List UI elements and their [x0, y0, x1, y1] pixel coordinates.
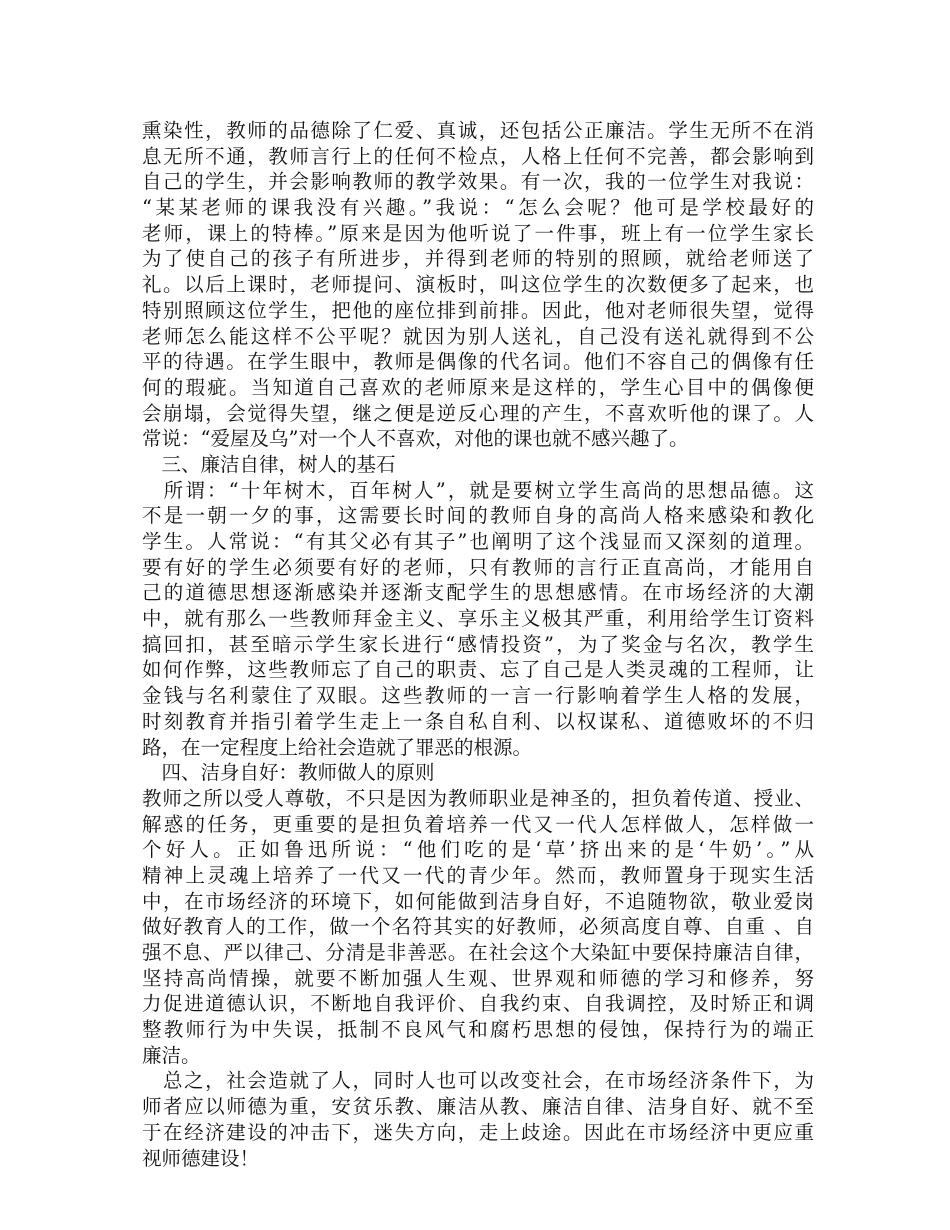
paragraph-end-line: 路，在一定程度上给社会造就了罪恶的根源。 [142, 735, 533, 759]
text-line: 老师，课上的特棒。”原来是因为他听说了一件事，班上有一位学生家长 [142, 221, 814, 245]
text-line: 精神上灵魂上培养了一代又一代的青少年。然而，教师置身于现实生活 [142, 863, 814, 887]
text-line: 己的道德思想逐渐感染并逐渐支配学生的思想感情。在市场经济的大潮 [142, 581, 814, 605]
text-line: 何的瑕疵。当知道自己喜欢的老师原来是这样的，学生心目中的偶像便 [142, 375, 814, 399]
text-line: 教师之所以受人尊敬，不只是因为教师职业是神圣的，担负着传道、授业、 [142, 786, 814, 810]
text-line: 会崩塌，会觉得失望，继之便是逆反心理的产生，不喜欢听他的课了。人 [142, 401, 814, 425]
text-line: 为了使自己的孩子有所进步，并得到老师的特别的照顾，就给老师送了 [142, 247, 814, 271]
text-line: 不是一朝一夕的事，这需要长时间的教师自身的高尚人格来感染和教化 [142, 504, 814, 528]
text-line: 于在经济建设的冲击下，迷失方向，走上歧途。因此在市场经济中更应重 [142, 1120, 814, 1144]
text-line: 如何作弊，这些教师忘了自己的职责、忘了自己是人类灵魂的工程师，让 [142, 658, 814, 682]
text-line: 中，在市场经济的环境下，如何能做到洁身自好，不追随物欲，敬业爱岗 [142, 889, 814, 913]
text-line: 搞回扣，甚至暗示学生家长进行“感情投资”，为了奖金与名次，教学生 [142, 632, 814, 656]
text-line: “某某老师的课我没有兴趣。”我说：“怎么会呢？他可是学校最好的 [142, 196, 814, 220]
text-line: 坚持高尚情操，就要不断加强人生观、世界观和师德的学习和修养，努 [142, 966, 814, 990]
paragraph-end-line: 视师德建设！ [142, 1146, 260, 1170]
text-line: 平的待遇。在学生眼中，教师是偶像的代名词。他们不容自己的偶像有任 [142, 350, 814, 374]
text-line: 熏染性，教师的品德除了仁爱、真诚，还包括公正廉洁。学生无所不在消 [142, 119, 814, 142]
text-line: 息无所不通，教师言行上的任何不检点，人格上任何不完善，都会影响到 [142, 144, 814, 168]
text-line: 个好人。正如鲁迅所说：“他们吃的是‘草’挤出来的是‘牛奶’。”从 [142, 838, 814, 862]
section-heading: 四、洁身自好：教师做人的原则 [142, 761, 435, 785]
text-line: 总之，社会造就了人，同时人也可以改变社会，在市场经济条件下，为 [142, 1069, 814, 1093]
text-line: 要有好的学生必须要有好的老师，只有教师的言行正直高尚，才能用自 [142, 555, 814, 579]
text-line: 整教师行为中失误，抵制不良风气和腐朽思想的侵蚀，保持行为的端正 [142, 1018, 814, 1042]
text-line: 做好教育人的工作，做一个名符其实的好教师，必须高度自尊、自重 、自 [142, 915, 814, 939]
text-line: 解惑的任务，更重要的是担负着培养一代又一代人怎样做人，怎样做一 [142, 812, 814, 836]
text-line: 学生。人常说：“有其父必有其子”也阐明了这个浅显而又深刻的道理。 [142, 530, 814, 553]
paragraph-end-line: 常说：“爱屋及乌”对一个人不喜欢，对他的课也就不感兴趣了。 [142, 427, 689, 451]
section-heading: 三、廉洁自律，树人的基石 [142, 452, 396, 476]
text-line: 时刻教育并指引着学生走上一条自私自利、以权谋私、道德败坏的不归 [142, 709, 814, 733]
text-line: 师者应以师德为重，安贫乐教、廉洁从教、廉洁自律、洁身自好、就不至 [142, 1095, 814, 1119]
text-line: 所谓：“十年树木，百年树人”，就是要树立学生高尚的思想品德。这 [142, 478, 814, 502]
text-line: 礼。以后上课时，老师提问、演板时，叫这位学生的次数便多了起来，也 [142, 273, 814, 297]
text-line: 自己的学生，并会影响教师的教学效果。有一次，我的一位学生对我说： [142, 170, 814, 194]
text-line: 老师怎么能这样不公平呢？就因为别人送礼，自己没有送礼就得到不公 [142, 324, 814, 348]
text-line: 特别照顾这位学生，把他的座位排到前排。因此，他对老师很失望，觉得 [142, 298, 814, 322]
text-line: 中，就有那么一些教师拜金主义、享乐主义极其严重，利用给学生订资料 [142, 607, 814, 631]
paragraph-end-line: 廉洁。 [142, 1043, 201, 1067]
document-body [142, 118, 814, 1171]
text-line: 金钱与名利蒙住了双眼。这些教师的一言一行影响着学生人格的发展， [142, 684, 814, 708]
text-line: 强不息、严以律己、分清是非善恶。在社会这个大染缸中要保持廉洁自律， [142, 941, 814, 964]
text-line: 力促进道德认识，不断地自我评价、自我约束、自我调控，及时矫正和调 [142, 992, 814, 1016]
